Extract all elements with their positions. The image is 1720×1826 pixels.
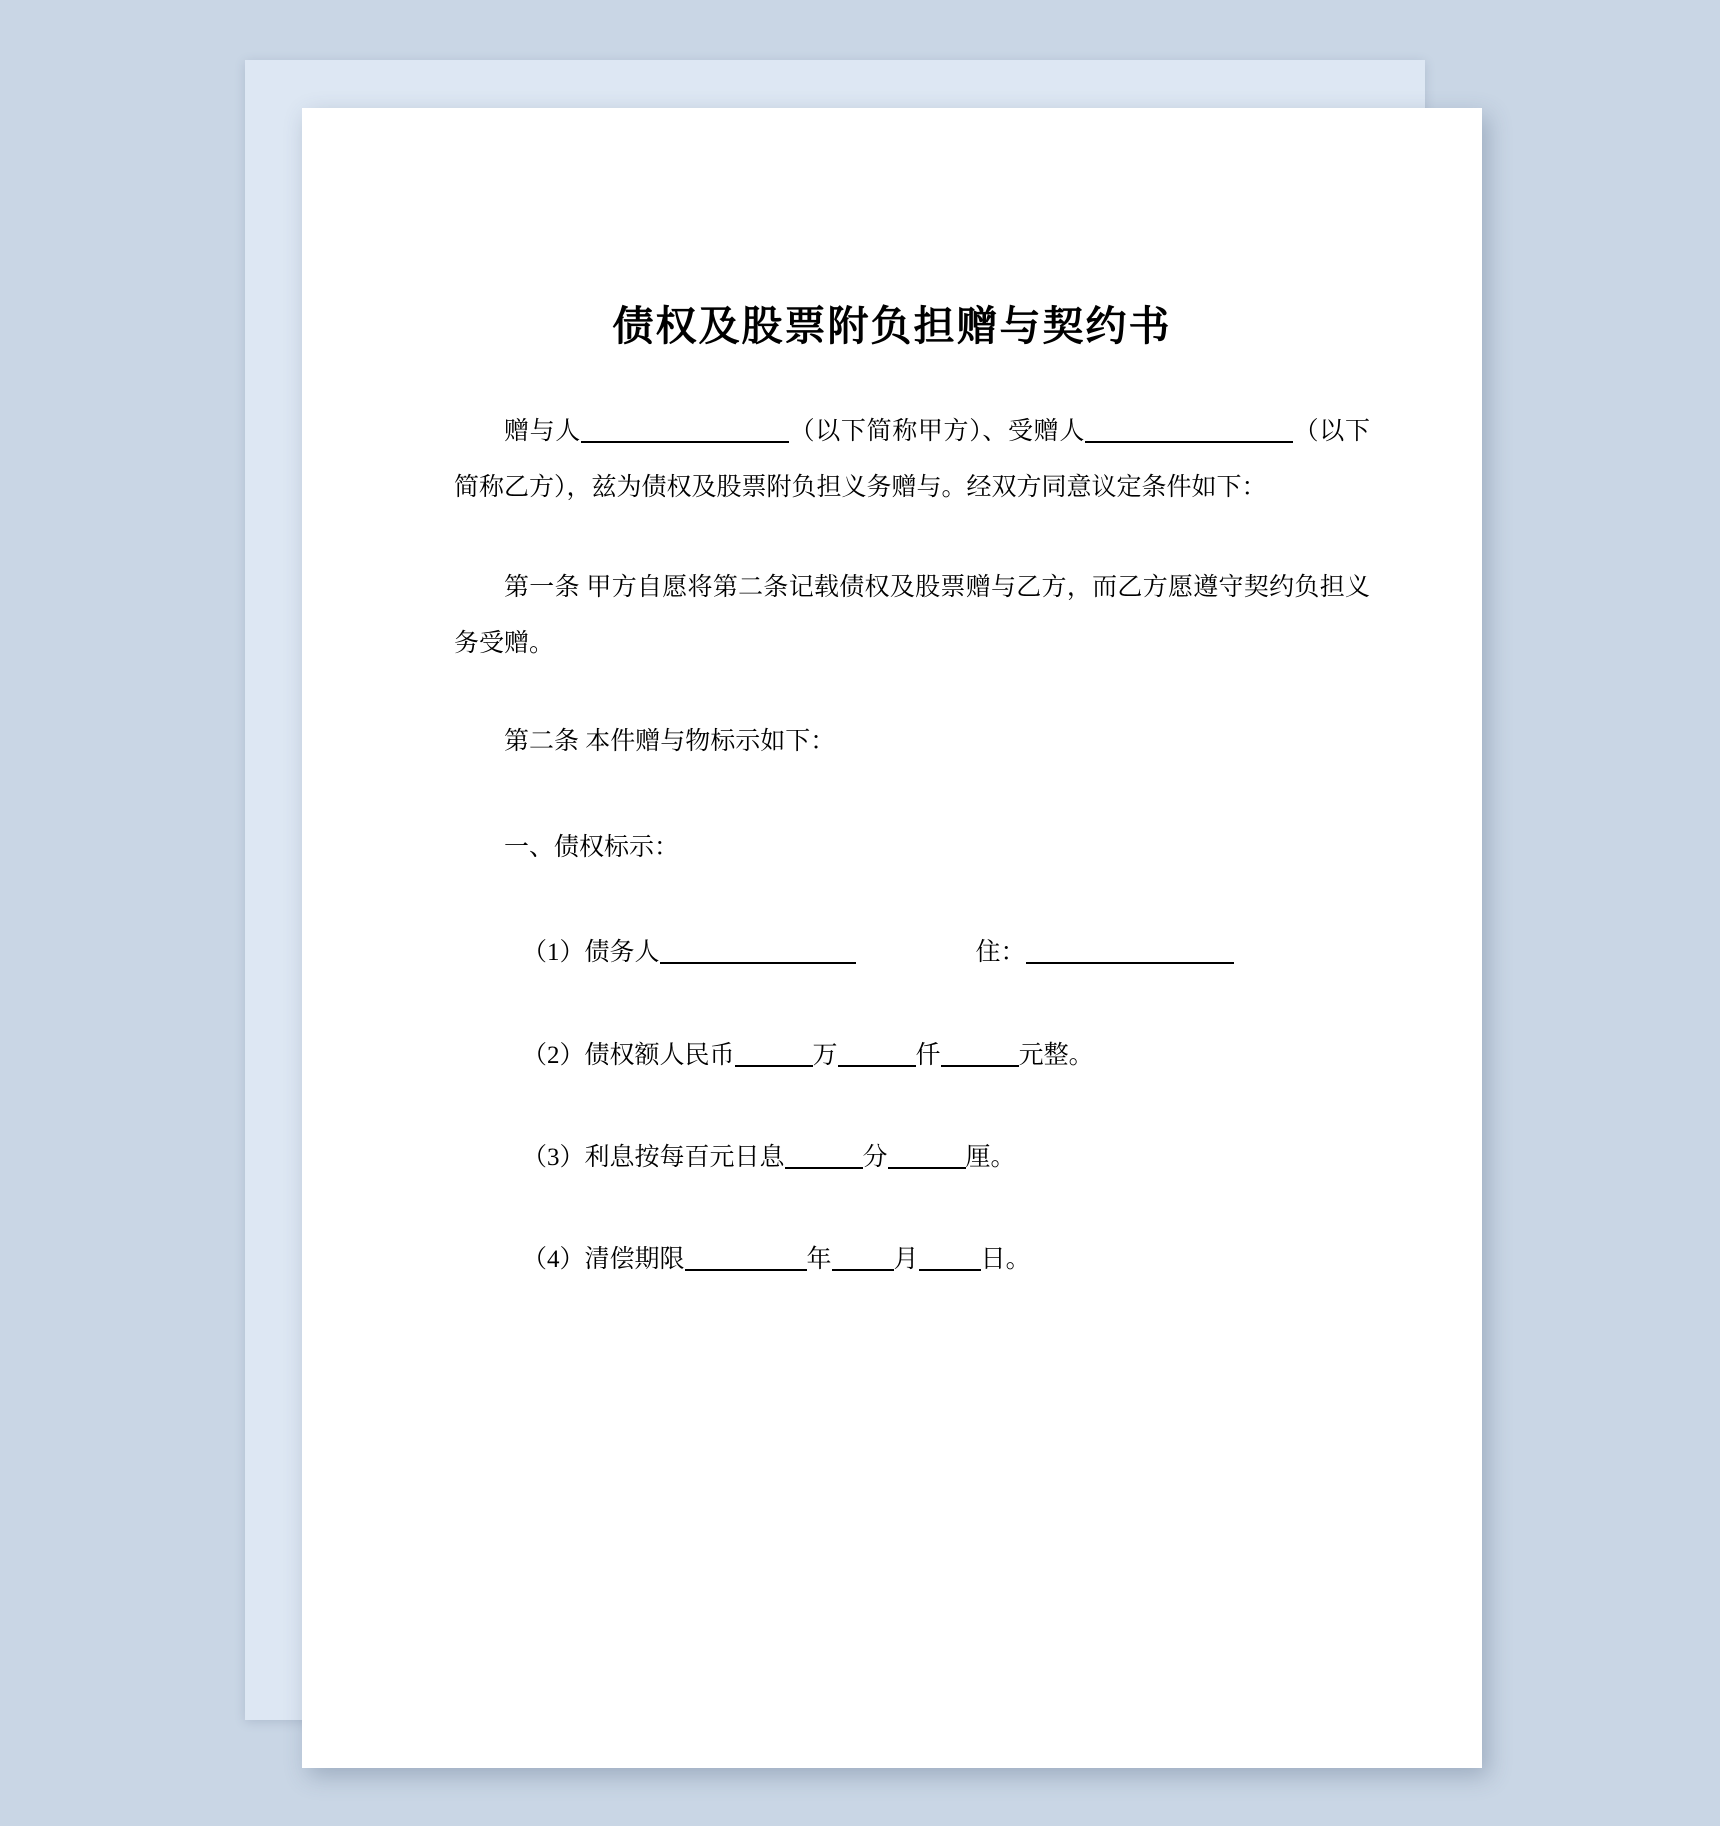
amount-qian-blank[interactable] [838,1043,916,1067]
preamble-text: 兹为债权及股票附负担义务赠与。经双方同意议定条件如下： [591,474,1267,501]
item-4-unit-month: 月 [893,1246,919,1273]
item-2-label: 债权额人民币 [584,1042,735,1069]
document-content [302,108,1482,1768]
item-3-label: 利息按每百元日息 [584,1144,785,1171]
item-1-marker: （1） [522,939,585,966]
article-one-paragraph [454,560,1370,672]
item-2-marker: （2） [522,1042,585,1069]
item-4-unit-year: 年 [806,1246,832,1273]
donee-label: 受赠人 [1008,418,1085,445]
donee-alias: （以下简称乙方）， [454,418,1370,501]
item-3-marker: （3） [522,1144,585,1171]
debt-item-3 [472,1130,1370,1186]
parties-paragraph [454,404,1370,516]
debtor-address-blank[interactable] [1026,940,1234,964]
donor-name-blank[interactable] [581,419,789,443]
item-4-marker: （4） [522,1246,585,1273]
item-3-unit-fen: 分 [862,1144,888,1171]
deadline-day-blank[interactable] [919,1247,981,1271]
interest-li-blank[interactable] [888,1145,966,1169]
article-two-text: 本件赠与物标示如下： [585,728,836,755]
item-4-label: 清偿期限 [584,1246,685,1273]
document-title: 债权及股票附负担赠与契约书 [612,302,1172,350]
debt-item-1 [472,925,1370,981]
deadline-year-blank[interactable] [685,1247,807,1271]
item-2-unit-yuan: 元整。 [1018,1042,1094,1069]
debtor-name-blank[interactable] [660,940,856,964]
item-2-unit-wan: 万 [812,1042,838,1069]
item-1-debtor-label: 债务人 [584,939,660,966]
article-one-number: 第一条 [504,574,580,601]
item-2-unit-qian: 仟 [915,1042,941,1069]
article-one-text: 甲方自愿将第二条记载债权及股票赠与乙方，而乙方愿遵守契约负担义务受赠。 [454,574,1370,657]
section-one-heading: 一、债权标示： [504,834,680,861]
donor-alias: （以下简称甲方）、 [788,418,1009,445]
article-two-number: 第二条 [504,728,580,755]
document-page [302,108,1482,1768]
amount-wan-blank[interactable] [735,1043,813,1067]
item-4-unit-day: 日。 [980,1246,1031,1273]
item-3-unit-li: 厘。 [965,1144,1016,1171]
article-two-paragraph [454,714,1370,770]
deadline-month-blank[interactable] [832,1247,894,1271]
item-1-address-label: 住： [975,939,1026,966]
debt-item-4 [472,1232,1370,1288]
donor-label: 赠与人 [504,418,581,445]
interest-fen-blank[interactable] [785,1145,863,1169]
donee-name-blank[interactable] [1085,419,1293,443]
amount-yuan-blank[interactable] [941,1043,1019,1067]
debt-item-2 [472,1028,1370,1084]
